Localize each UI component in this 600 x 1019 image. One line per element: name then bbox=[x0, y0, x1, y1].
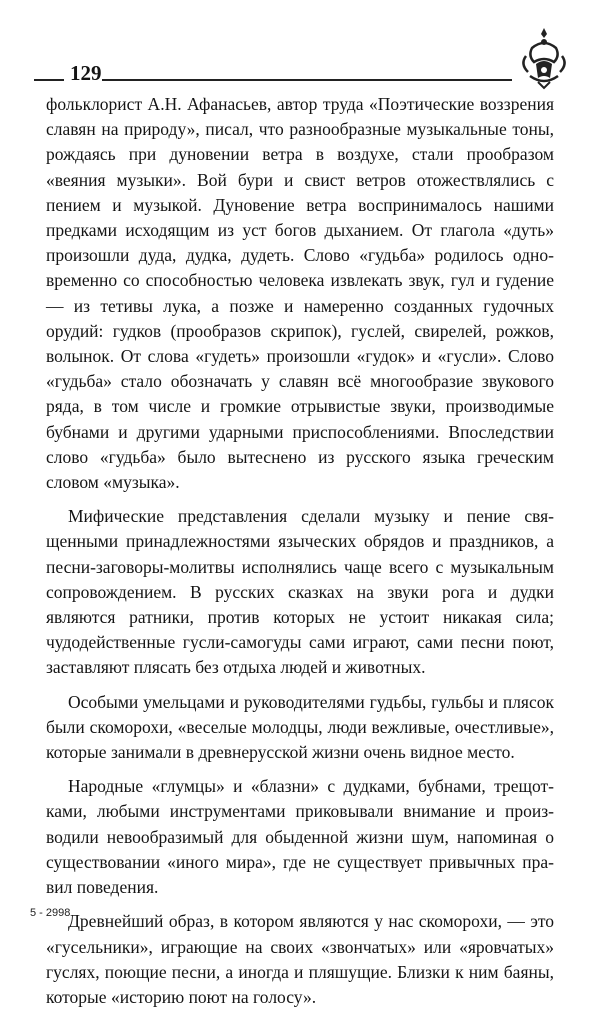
printer-signature: 5 - 2998 bbox=[30, 907, 71, 919]
paragraph-4: Народные «глумцы» и «блазни» с дудками, бубнами, трещотками, любыми инструментами приковывали внимание и производили невообразимый для обыденной жизни шум, напоминая о существовании «иного мира», где не существует привычных правил поведения. bbox=[46, 776, 554, 898]
page-number: 129 bbox=[70, 61, 102, 85]
page-header bbox=[30, 56, 570, 90]
paragraph-1: фольклорист А.Н. Афанасьев, автор труда «Поэтические воззрения славян на природу», писал, что разнообразные музыкальные тоны, рождаясь при дуновении ветра в воздухе, стали прообразом «веяния музыки». Вой бури и свист ветров отожествлялись с пением и музыкой. Дуновение ветра воспринималось нашими предками исходящим из уст богов дыханием. От глагола «дуть» произошли дуда, дудка, дудеть. Слово «гудьба» родилось одновременно со способностью человека извлекать звук, гул и гудение — из тетивы лука, а позже и намеренно созданных гудочных орудий: гудков (прообразов скрипок), гуслей, свирелей, рожков, волынок. От слова «гудеть» произошли «гудок» и «гусли». Слово «гудьба» стало обозначать у славян всё многообразие звукового ряда, в том числе и громкие отрывистые звуки, производимые бубнами и другими ударными приспособлениями. Впоследствии слово «гудьба» было вытеснено из русского языка греческим словом «музыка». bbox=[46, 94, 554, 493]
header-dash bbox=[34, 79, 64, 81]
paragraph-2: Мифические представления сделали музыку и пение священными принадлежностями языческих обрядов и праздников, а песни-заговоры-молитвы исполнялись чаще всего с музыкальным сопровождением. В русских сказках на звуки рога и дудки являются ратники, против которых не устоит никакая сила; чудодейственные гусли-самогуды сами играют, сами песни поют, заставляют плясать без отдыха людей и животных. bbox=[46, 506, 554, 678]
ornament-icon bbox=[516, 26, 572, 90]
paragraph-5: Древнейший образ, в котором являются у нас скоморохи, — это «гусельники», играющие на своих «звончатых» или «яровчатых» гуслях, поющие песни, а иногда и пляшущие. Близки к ним баяны, которые «историю поют на голосу». bbox=[46, 911, 554, 1007]
body-text bbox=[46, 92, 554, 1019]
header-rule bbox=[102, 79, 512, 81]
paragraph-3: Особыми умельцами и руководителями гудьбы, гульбы и плясок были скоморохи, «веселые молодцы, люди вежливые, очестливые», которые занимали в древнерусской жизни очень видное место. bbox=[46, 691, 554, 763]
